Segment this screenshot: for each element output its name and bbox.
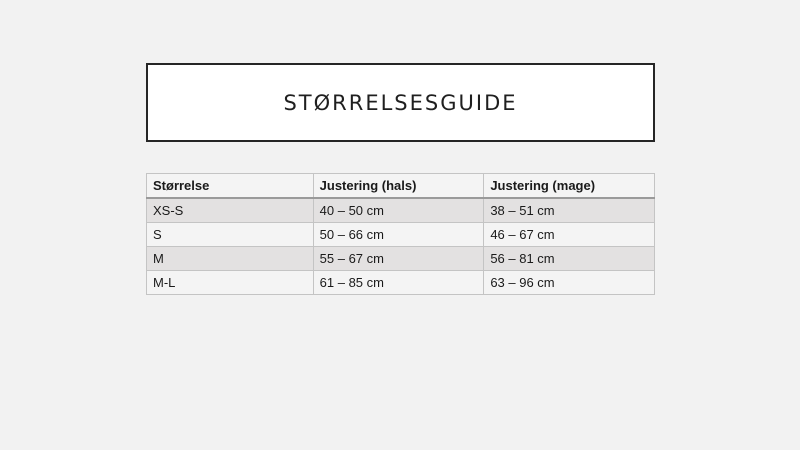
cell-belly: 38 – 51 cm xyxy=(484,198,655,223)
table-row xyxy=(147,271,655,295)
header-size: Størrelse xyxy=(147,174,314,199)
cell-neck: 55 – 67 cm xyxy=(313,247,484,271)
cell-neck: 40 – 50 cm xyxy=(313,198,484,223)
cell-neck: 50 – 66 cm xyxy=(313,223,484,247)
cell-belly: 63 – 96 cm xyxy=(484,271,655,295)
table-row xyxy=(147,223,655,247)
header-neck-adjustment: Justering (hals) xyxy=(313,174,484,199)
table-row xyxy=(147,198,655,223)
cell-belly: 56 – 81 cm xyxy=(484,247,655,271)
slide-title: STØRRELSESGUIDE xyxy=(283,90,518,115)
table-header-row xyxy=(147,174,655,199)
cell-size: S xyxy=(147,223,314,247)
slide-title-box xyxy=(146,63,655,142)
size-guide-table xyxy=(146,173,655,295)
cell-size: M-L xyxy=(147,271,314,295)
cell-neck: 61 – 85 cm xyxy=(313,271,484,295)
cell-size: M xyxy=(147,247,314,271)
cell-size: XS-S xyxy=(147,198,314,223)
header-belly-adjustment: Justering (mage) xyxy=(484,174,655,199)
cell-belly: 46 – 67 cm xyxy=(484,223,655,247)
table-row xyxy=(147,247,655,271)
